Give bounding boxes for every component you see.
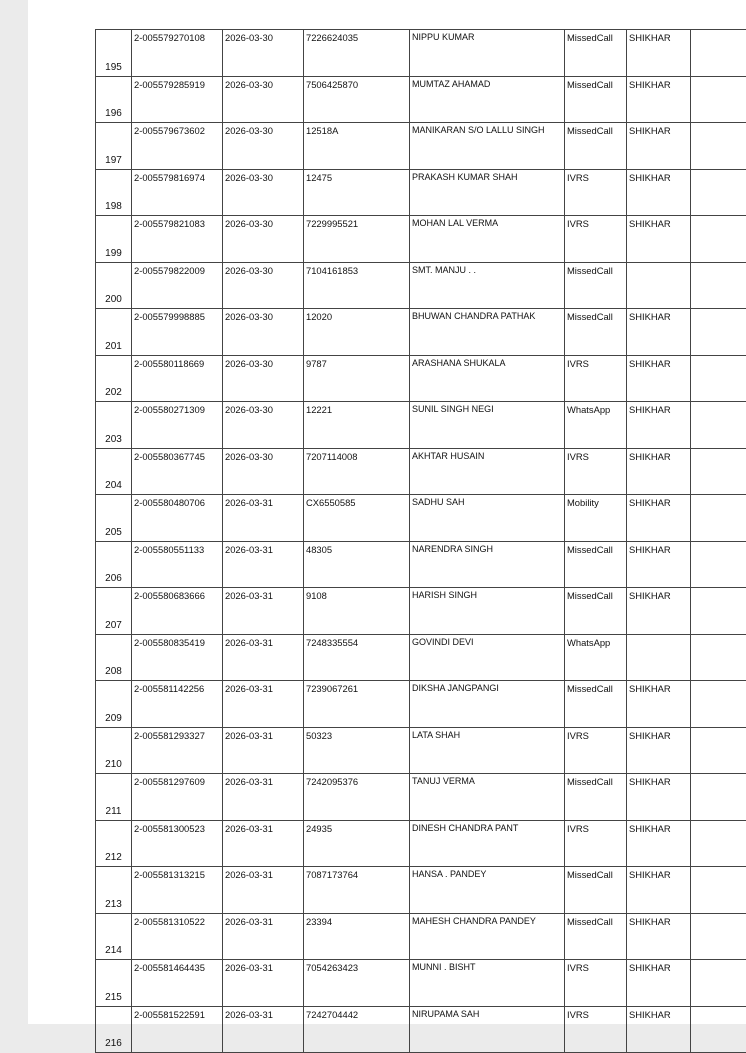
row-date: 2026-03-31 <box>223 867 304 914</box>
row-serial-number: 196 <box>96 76 132 123</box>
row-name: HANSA . PANDEY <box>410 867 565 914</box>
table-row <box>96 541 746 588</box>
row-name: SMT. MANJU . . <box>410 262 565 309</box>
row-date: 2026-03-30 <box>223 76 304 123</box>
row-date: 2026-03-30 <box>223 123 304 170</box>
document-page <box>28 0 746 1024</box>
row-empty-cell <box>691 262 746 309</box>
row-source: SHIKHAR <box>627 681 691 728</box>
row-mode: IVRS <box>565 727 627 774</box>
table-row <box>96 169 746 216</box>
row-empty-cell <box>691 123 746 170</box>
row-name: DIKSHA JANGPANGI <box>410 681 565 728</box>
row-reference-number: 7226624035 <box>304 30 410 77</box>
row-empty-cell <box>691 216 746 263</box>
row-date: 2026-03-31 <box>223 913 304 960</box>
row-date: 2026-03-31 <box>223 820 304 867</box>
row-serial-number: 212 <box>96 820 132 867</box>
row-ticket-id: 2-005581300523 <box>132 820 223 867</box>
row-date: 2026-03-31 <box>223 1006 304 1053</box>
row-name: NIPPU KUMAR <box>410 30 565 77</box>
row-date: 2026-03-31 <box>223 774 304 821</box>
row-source: SHIKHAR <box>627 216 691 263</box>
row-empty-cell <box>691 727 746 774</box>
row-date: 2026-03-31 <box>223 960 304 1007</box>
row-serial-number: 215 <box>96 960 132 1007</box>
row-date: 2026-03-31 <box>223 681 304 728</box>
row-ticket-id: 2-005579998885 <box>132 309 223 356</box>
table-row <box>96 681 746 728</box>
table-row <box>96 960 746 1007</box>
table-row <box>96 820 746 867</box>
row-name: MUMTAZ AHAMAD <box>410 76 565 123</box>
table-row <box>96 867 746 914</box>
row-ticket-id: 2-005579673602 <box>132 123 223 170</box>
row-date: 2026-03-30 <box>223 169 304 216</box>
row-date: 2026-03-30 <box>223 262 304 309</box>
row-ticket-id: 2-005579270108 <box>132 30 223 77</box>
row-source: SHIKHAR <box>627 867 691 914</box>
row-serial-number: 207 <box>96 588 132 635</box>
row-date: 2026-03-30 <box>223 402 304 449</box>
row-ticket-id: 2-005580551133 <box>132 541 223 588</box>
row-source: SHIKHAR <box>627 402 691 449</box>
row-ticket-id: 2-005581142256 <box>132 681 223 728</box>
row-ticket-id: 2-005580118669 <box>132 355 223 402</box>
table-row <box>96 913 746 960</box>
row-reference-number: CX6550585 <box>304 495 410 542</box>
row-mode: MissedCall <box>565 76 627 123</box>
row-mode: MissedCall <box>565 262 627 309</box>
table-row <box>96 402 746 449</box>
row-source: SHIKHAR <box>627 588 691 635</box>
row-source: SHIKHAR <box>627 541 691 588</box>
row-reference-number: 23394 <box>304 913 410 960</box>
row-ticket-id: 2-005579821083 <box>132 216 223 263</box>
row-reference-number: 7229995521 <box>304 216 410 263</box>
row-ticket-id: 2-005579285919 <box>132 76 223 123</box>
row-date: 2026-03-31 <box>223 541 304 588</box>
row-date: 2026-03-30 <box>223 30 304 77</box>
row-reference-number: 7054263423 <box>304 960 410 1007</box>
row-serial-number: 200 <box>96 262 132 309</box>
row-serial-number: 208 <box>96 634 132 681</box>
row-empty-cell <box>691 960 746 1007</box>
row-name: SADHU SAH <box>410 495 565 542</box>
row-mode: MissedCall <box>565 123 627 170</box>
row-mode: MissedCall <box>565 913 627 960</box>
row-serial-number: 216 <box>96 1006 132 1053</box>
row-name: DINESH CHANDRA PANT <box>410 820 565 867</box>
row-name: NARENDRA SINGH <box>410 541 565 588</box>
row-reference-number: 24935 <box>304 820 410 867</box>
row-serial-number: 211 <box>96 774 132 821</box>
row-source: SHIKHAR <box>627 820 691 867</box>
row-source: SHIKHAR <box>627 30 691 77</box>
row-source: SHIKHAR <box>627 960 691 1007</box>
row-mode: WhatsApp <box>565 634 627 681</box>
row-empty-cell <box>691 1006 746 1053</box>
row-ticket-id: 2-005581297609 <box>132 774 223 821</box>
row-empty-cell <box>691 820 746 867</box>
row-reference-number: 7242095376 <box>304 774 410 821</box>
row-reference-number: 7242704442 <box>304 1006 410 1053</box>
row-source: SHIKHAR <box>627 727 691 774</box>
row-mode: MissedCall <box>565 30 627 77</box>
row-name: TANUJ VERMA <box>410 774 565 821</box>
row-reference-number: 12518A <box>304 123 410 170</box>
row-name: SUNIL SINGH NEGI <box>410 402 565 449</box>
row-reference-number: 12475 <box>304 169 410 216</box>
table-row <box>96 309 746 356</box>
row-ticket-id: 2-005581522591 <box>132 1006 223 1053</box>
row-serial-number: 195 <box>96 30 132 77</box>
table-row <box>96 76 746 123</box>
records-table <box>95 29 746 1053</box>
row-mode: MissedCall <box>565 309 627 356</box>
row-reference-number: 9787 <box>304 355 410 402</box>
records-body <box>96 30 746 1053</box>
row-source <box>627 634 691 681</box>
row-mode: MissedCall <box>565 541 627 588</box>
row-ticket-id: 2-005580271309 <box>132 402 223 449</box>
row-serial-number: 199 <box>96 216 132 263</box>
row-empty-cell <box>691 867 746 914</box>
row-reference-number: 7087173764 <box>304 867 410 914</box>
table-row <box>96 123 746 170</box>
row-name: MAHESH CHANDRA PANDEY <box>410 913 565 960</box>
row-ticket-id: 2-005581313215 <box>132 867 223 914</box>
row-mode: IVRS <box>565 960 627 1007</box>
row-reference-number: 48305 <box>304 541 410 588</box>
table-row <box>96 355 746 402</box>
row-mode: Mobility <box>565 495 627 542</box>
row-source: SHIKHAR <box>627 309 691 356</box>
row-mode: MissedCall <box>565 774 627 821</box>
row-source: SHIKHAR <box>627 448 691 495</box>
table-row <box>96 30 746 77</box>
row-reference-number: 7506425870 <box>304 76 410 123</box>
row-empty-cell <box>691 774 746 821</box>
row-serial-number: 206 <box>96 541 132 588</box>
table-row <box>96 216 746 263</box>
row-empty-cell <box>691 681 746 728</box>
row-serial-number: 205 <box>96 495 132 542</box>
table-row <box>96 588 746 635</box>
row-mode: IVRS <box>565 448 627 495</box>
row-source: SHIKHAR <box>627 774 691 821</box>
row-serial-number: 202 <box>96 355 132 402</box>
row-mode: IVRS <box>565 820 627 867</box>
table-row <box>96 495 746 542</box>
row-empty-cell <box>691 913 746 960</box>
row-mode: WhatsApp <box>565 402 627 449</box>
table-row <box>96 448 746 495</box>
row-serial-number: 203 <box>96 402 132 449</box>
row-source <box>627 262 691 309</box>
row-reference-number: 12221 <box>304 402 410 449</box>
table-row <box>96 727 746 774</box>
row-mode: IVRS <box>565 169 627 216</box>
row-source: SHIKHAR <box>627 76 691 123</box>
row-name: LATA SHAH <box>410 727 565 774</box>
row-source: SHIKHAR <box>627 913 691 960</box>
row-empty-cell <box>691 495 746 542</box>
row-ticket-id: 2-005580683666 <box>132 588 223 635</box>
row-empty-cell <box>691 402 746 449</box>
row-name: MUNNI . BISHT <box>410 960 565 1007</box>
row-empty-cell <box>691 588 746 635</box>
table-row <box>96 262 746 309</box>
row-ticket-id: 2-005580367745 <box>132 448 223 495</box>
row-date: 2026-03-30 <box>223 216 304 263</box>
row-empty-cell <box>691 76 746 123</box>
row-date: 2026-03-31 <box>223 588 304 635</box>
table-row <box>96 634 746 681</box>
row-source: SHIKHAR <box>627 1006 691 1053</box>
row-serial-number: 210 <box>96 727 132 774</box>
row-name: ARASHANA SHUKALA <box>410 355 565 402</box>
row-reference-number: 7248335554 <box>304 634 410 681</box>
row-ticket-id: 2-005580480706 <box>132 495 223 542</box>
row-ticket-id: 2-005581293327 <box>132 727 223 774</box>
row-ticket-id: 2-005581464435 <box>132 960 223 1007</box>
row-reference-number: 7207114008 <box>304 448 410 495</box>
row-reference-number: 50323 <box>304 727 410 774</box>
row-ticket-id: 2-005579816974 <box>132 169 223 216</box>
row-source: SHIKHAR <box>627 123 691 170</box>
row-date: 2026-03-31 <box>223 495 304 542</box>
table-row <box>96 774 746 821</box>
row-source: SHIKHAR <box>627 355 691 402</box>
row-mode: MissedCall <box>565 588 627 635</box>
row-empty-cell <box>691 448 746 495</box>
row-mode: IVRS <box>565 1006 627 1053</box>
row-serial-number: 197 <box>96 123 132 170</box>
row-date: 2026-03-30 <box>223 355 304 402</box>
row-serial-number: 213 <box>96 867 132 914</box>
row-mode: MissedCall <box>565 681 627 728</box>
row-reference-number: 7104161853 <box>304 262 410 309</box>
row-source: SHIKHAR <box>627 495 691 542</box>
row-mode: IVRS <box>565 355 627 402</box>
row-mode: IVRS <box>565 216 627 263</box>
row-date: 2026-03-30 <box>223 309 304 356</box>
row-name: BHUWAN CHANDRA PATHAK <box>410 309 565 356</box>
row-date: 2026-03-31 <box>223 727 304 774</box>
row-name: MOHAN LAL VERMA <box>410 216 565 263</box>
row-name: PRAKASH KUMAR SHAH <box>410 169 565 216</box>
row-ticket-id: 2-005581310522 <box>132 913 223 960</box>
row-serial-number: 201 <box>96 309 132 356</box>
row-reference-number: 9108 <box>304 588 410 635</box>
row-reference-number: 12020 <box>304 309 410 356</box>
row-name: MANIKARAN S/O LALLU SINGH <box>410 123 565 170</box>
row-empty-cell <box>691 541 746 588</box>
row-source: SHIKHAR <box>627 169 691 216</box>
row-empty-cell <box>691 355 746 402</box>
row-empty-cell <box>691 634 746 681</box>
row-ticket-id: 2-005580835419 <box>132 634 223 681</box>
row-reference-number: 7239067261 <box>304 681 410 728</box>
row-serial-number: 204 <box>96 448 132 495</box>
row-mode: MissedCall <box>565 867 627 914</box>
row-date: 2026-03-30 <box>223 448 304 495</box>
row-name: AKHTAR HUSAIN <box>410 448 565 495</box>
row-name: GOVINDI DEVI <box>410 634 565 681</box>
row-empty-cell <box>691 30 746 77</box>
row-name: HARISH SINGH <box>410 588 565 635</box>
table-row <box>96 1006 746 1053</box>
row-name: NIRUPAMA SAH <box>410 1006 565 1053</box>
row-serial-number: 214 <box>96 913 132 960</box>
row-date: 2026-03-31 <box>223 634 304 681</box>
row-serial-number: 198 <box>96 169 132 216</box>
row-serial-number: 209 <box>96 681 132 728</box>
row-ticket-id: 2-005579822009 <box>132 262 223 309</box>
row-empty-cell <box>691 169 746 216</box>
row-empty-cell <box>691 309 746 356</box>
